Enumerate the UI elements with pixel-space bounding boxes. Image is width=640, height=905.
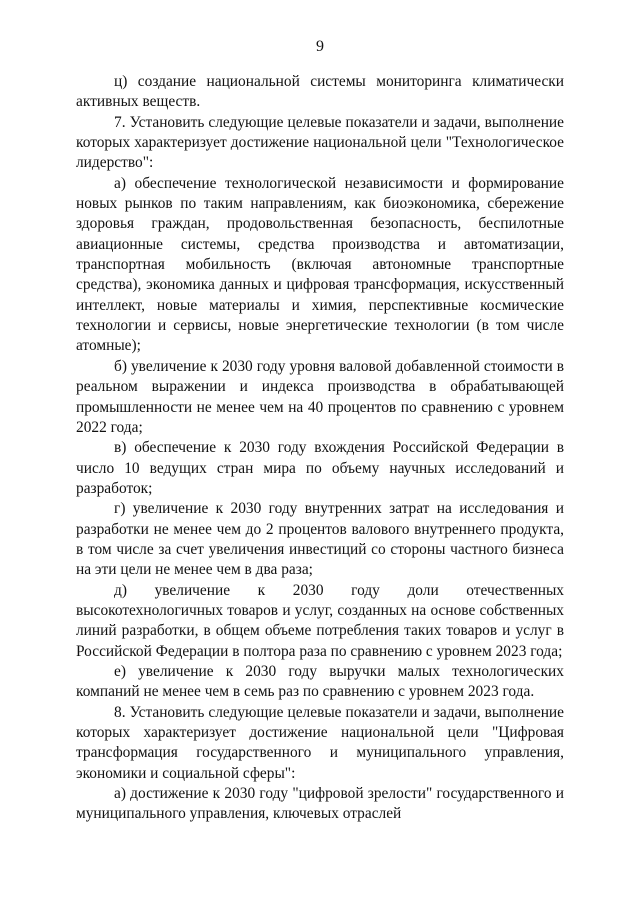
paragraph-section-7: 7. Установить следующие целевые показатели и задачи, выполнение которых характеризует достижение национальной цели "Технологическое лидерство": — [76, 113, 564, 172]
paragraph-item-a: а) обеспечение технологической независимости и формирование новых рынков по таким направлениям, как биоэкономика, сбережение здоровья граждан, продовольственная безопасность, беспилотные авиационные системы, средства производства и автоматизации, транспортная мобильность (включая автономные транспортные средства), экономика данных и цифровая трансформация, искусственный интеллект, новые материалы и химия, перспективные космические технологии и сервисы, новые энергетические технологии (в том числе атомные); — [76, 174, 564, 355]
paragraph-item-b: б) увеличение к 2030 году уровня валовой добавленной стоимости в реальном выражении и индекса производства в обрабатывающей промышленности не менее чем на 40 процентов по сравнению с уровнем 2022 года; — [76, 357, 564, 436]
paragraph-item-ts: ц) создание национальной системы мониторинга климатически активных веществ. — [76, 73, 564, 111]
page-number: 9 — [316, 38, 324, 55]
paragraph-section-8: 8. Установить следующие целевые показатели и задачи, выполнение которых характеризует достижение национальной цели "Цифровая трансформация государственного и муниципального управления, экономики и социальной сферы": — [76, 703, 564, 782]
paragraph-item-d: д) увеличение к 2030 году доли отечественных высокотехнологичных товаров и услуг, созданных на основе собственных линий разработки, в общем объеме потребления таких товаров и услуг в Российской Федерации в полтора раза по сравнению с уровнем 2023 года; — [76, 581, 564, 660]
paragraph-item-e: е) увеличение к 2030 году выручки малых технологических компаний не менее чем в семь раз по сравнению с уровнем 2023 года. — [76, 662, 564, 701]
paragraph-item-a-2: а) достижение к 2030 году "цифровой зрелости" государственного и муниципального управления, ключевых отраслей — [76, 785, 564, 823]
paragraph-item-v: в) обеспечение к 2030 году вхождения Российской Федерации в число 10 ведущих стран мира по объему научных исследований и разработок; — [76, 439, 564, 497]
document-body — [76, 72, 564, 825]
paragraph-item-g: г) увеличение к 2030 году внутренних затрат на исследования и разработки не менее чем до 2 процентов валового внутреннего продукта, в том числе за счет увеличения инвестиций со стороны частного бизнеса на эти цели не менее чем в два раза; — [76, 500, 564, 579]
